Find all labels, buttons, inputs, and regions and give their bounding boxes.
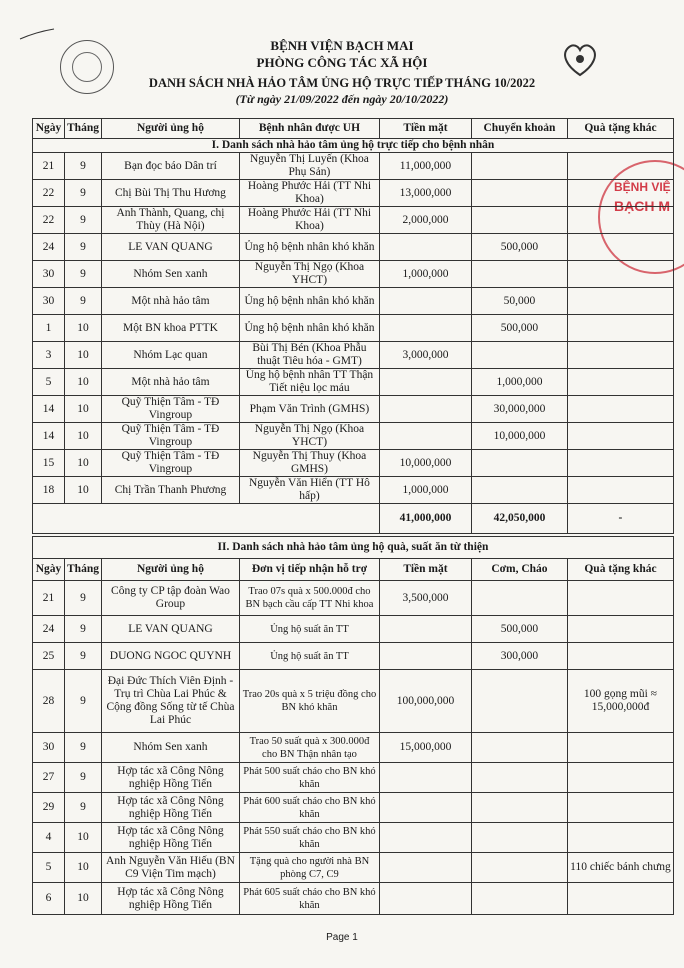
cell-ngay: 21 [33,153,65,180]
cell-chuyen-khoan: 500,000 [471,234,567,261]
cell-thang: 10 [65,450,102,477]
cell-qua [567,581,673,616]
col2-header-don-vi: Đơn vị tiếp nhận hỗ trợ [239,559,379,581]
table-row [33,342,674,369]
cell-tien-mat: 100,000,000 [379,670,471,733]
table-row [33,153,674,180]
cell-don-vi: Phát 605 suất cháo cho BN khó khăn [239,883,379,915]
document-title: DANH SÁCH NHÀ HẢO TÂM ỦNG HỘ TRỰC TIẾP THÁNG 10/2022 [148,76,536,90]
cell-ngay: 4 [33,823,65,853]
cell-thang: 10 [65,853,102,883]
table-row [33,423,674,450]
table-row [33,670,674,733]
cell-tien-mat: 3,500,000 [379,581,471,616]
cell-thang: 9 [65,261,102,288]
cell-don-vi: Trao 20s quà x 5 triệu đồng cho BN khó khăn [239,670,379,733]
table-row [33,763,674,793]
heart-hands-icon [560,40,600,80]
table1-header-row [33,119,674,139]
cell-benh-nhan: Ủng hộ bệnh nhân khó khăn [239,234,379,261]
document-subtitle: (Từ ngày 21/09/2022 đến ngày 20/10/2022) [235,92,449,106]
cell-nguoi: Hợp tác xã Công Nông nghiệp Hồng Tiến [101,823,239,853]
table-row [33,823,674,853]
cell-chuyen-khoan: 50,000 [471,288,567,315]
cell-qua: 110 chiếc bánh chưng [567,853,673,883]
table1-body [33,153,674,504]
table1-total-row [33,504,674,534]
cell-ngay: 15 [33,450,65,477]
cell-ngay: 3 [33,342,65,369]
cell-benh-nhan: Nguyễn Thị Luyến (Khoa Phụ Sản) [239,153,379,180]
cell-ngay: 1 [33,315,65,342]
cell-chuyen-khoan: 30,000,000 [471,396,567,423]
cell-ngay: 28 [33,670,65,733]
cell-benh-nhan: Nguyễn Thị Ngọ (Khoa YHCT) [239,261,379,288]
table-row [33,396,674,423]
department-name: PHÒNG CÔNG TÁC XÃ HỘI [256,55,428,70]
cell-benh-nhan: Bùi Thị Bén (Khoa Phẫu thuật Tiêu hóa - GMT) [239,342,379,369]
col2-header-com-chao: Cơm, Cháo [471,559,567,581]
hospital-seal-icon [60,40,114,94]
cell-ngay: 5 [33,853,65,883]
cell-com-chao [471,581,567,616]
col2-header-nguoi: Người ủng hộ [101,559,239,581]
cell-benh-nhan: Nguyễn Thị Thuy (Khoa GMHS) [239,450,379,477]
cell-thang: 10 [65,883,102,915]
table-row [33,853,674,883]
cell-nguoi: Anh Nguyễn Văn Hiếu (BN C9 Viện Tim mạch) [101,853,239,883]
section-title-1: I. Danh sách nhà hảo tâm ủng hộ trực tiếp cho bệnh nhân [33,139,674,153]
table-row [33,369,674,396]
cell-ngay: 18 [33,477,65,504]
cell-ngay: 25 [33,643,65,670]
table-row [33,207,674,234]
cell-qua [567,207,673,234]
total-tien-mat: 41,000,000 [379,504,471,534]
cell-qua [567,153,673,180]
cell-qua [567,763,673,793]
cell-nguoi: Quỹ Thiện Tâm - TĐ Vingroup [101,450,239,477]
cell-nguoi: Chị Trần Thanh Phương [101,477,239,504]
cell-don-vi: Phát 600 suất cháo cho BN khó khăn [239,793,379,823]
cell-thang: 9 [65,616,102,643]
hospital-name: BỆNH VIỆN BẠCH MAI [270,38,414,53]
cell-chuyen-khoan [471,450,567,477]
cell-ngay: 14 [33,423,65,450]
table-row [33,883,674,915]
cell-qua [567,396,673,423]
cell-benh-nhan: Nguyễn Thị Ngọ (Khoa YHCT) [239,423,379,450]
cell-thang: 9 [65,288,102,315]
cell-tien-mat [379,288,471,315]
table-row [33,450,674,477]
cell-qua [567,793,673,823]
cell-qua [567,423,673,450]
cell-tien-mat [379,423,471,450]
cell-thang: 10 [65,823,102,853]
cell-ngay: 21 [33,581,65,616]
cell-com-chao [471,853,567,883]
table-row [33,261,674,288]
cell-qua [567,643,673,670]
cell-thang: 9 [65,670,102,733]
cell-qua [567,369,673,396]
cell-thang: 9 [65,153,102,180]
cell-ngay: 30 [33,733,65,763]
cell-nguoi: Bạn đọc báo Dân trí [101,153,239,180]
cell-nguoi: Quỹ Thiện Tâm - TĐ Vingroup [101,423,239,450]
cell-qua [567,315,673,342]
cell-nguoi: Nhóm Lạc quan [101,342,239,369]
cell-nguoi: LE VAN QUANG [101,234,239,261]
cell-ngay: 29 [33,793,65,823]
table-row [33,581,674,616]
cell-chuyen-khoan [471,477,567,504]
cell-tien-mat [379,369,471,396]
pen-mark-icon [18,26,58,42]
cell-nguoi: Hợp tác xã Công Nông nghiệp Hồng Tiến [101,793,239,823]
cell-chuyen-khoan: 10,000,000 [471,423,567,450]
cell-tien-mat: 13,000,000 [379,180,471,207]
cell-tien-mat [379,763,471,793]
cell-qua [567,261,673,288]
cell-tien-mat: 2,000,000 [379,207,471,234]
cell-qua [567,883,673,915]
cell-thang: 9 [65,763,102,793]
cell-com-chao [471,670,567,733]
table-row [33,793,674,823]
cell-tien-mat [379,823,471,853]
cell-tien-mat: 1,000,000 [379,261,471,288]
cell-qua [567,234,673,261]
cell-thang: 10 [65,369,102,396]
table-row [33,477,674,504]
col-header-thang: Tháng [65,119,102,139]
cell-benh-nhan: Hoàng Phước Hải (TT Nhi Khoa) [239,207,379,234]
cell-thang: 9 [65,643,102,670]
col-header-tien-mat: Tiền mặt [379,119,471,139]
cell-com-chao [471,793,567,823]
col2-header-ngay: Ngày [33,559,65,581]
section-title-2: II. Danh sách nhà hảo tâm ủng hộ quà, suất ăn từ thiện [33,537,674,559]
cell-qua [567,823,673,853]
cell-ngay: 22 [33,180,65,207]
cell-thang: 10 [65,315,102,342]
col2-header-thang: Tháng [65,559,102,581]
cell-tien-mat [379,616,471,643]
cell-com-chao [471,823,567,853]
cell-nguoi: Chị Bùi Thị Thu Hương [101,180,239,207]
cell-nguoi: Một nhà hảo tâm [101,288,239,315]
cell-tien-mat: 3,000,000 [379,342,471,369]
cell-thang: 10 [65,342,102,369]
cell-tien-mat: 15,000,000 [379,733,471,763]
cell-chuyen-khoan: 1,000,000 [471,369,567,396]
table-row [33,616,674,643]
cell-nguoi: Công ty CP tập đoàn Wao Group [101,581,239,616]
cell-qua [567,180,673,207]
cell-thang: 9 [65,793,102,823]
cell-don-vi: Ủng hộ suất ăn TT [239,616,379,643]
cell-com-chao [471,733,567,763]
cell-benh-nhan: Ủng hộ bệnh nhân khó khăn [239,315,379,342]
direct-donation-table [32,118,674,534]
cell-don-vi: Trao 07s quà x 500.000đ cho BN bạch cầu cấp TT Nhi khoa [239,581,379,616]
cell-don-vi: Ủng hộ suất ăn TT [239,643,379,670]
cell-chuyen-khoan [471,180,567,207]
cell-tien-mat [379,643,471,670]
cell-don-vi: Tặng quà cho người nhà BN phòng C7, C9 [239,853,379,883]
cell-ngay: 14 [33,396,65,423]
table-row [33,315,674,342]
cell-nguoi: Nhóm Sen xanh [101,261,239,288]
table-row [33,288,674,315]
cell-chuyen-khoan [471,261,567,288]
cell-ngay: 27 [33,763,65,793]
cell-thang: 9 [65,180,102,207]
cell-ngay: 30 [33,261,65,288]
col-header-qua: Quà tặng khác [567,119,673,139]
cell-chuyen-khoan [471,153,567,180]
cell-nguoi: Đại Đức Thích Viên Định - Trụ trì Chùa Lai Phúc & Cộng đồng Sống từ tế Chùa Lai Phúc [101,670,239,733]
cell-com-chao [471,883,567,915]
cell-don-vi: Phát 500 suất cháo cho BN khó khăn [239,763,379,793]
cell-thang: 9 [65,581,102,616]
cell-nguoi: Hợp tác xã Công Nông nghiệp Hồng Tiến [101,763,239,793]
table2-header-row [33,559,674,581]
cell-qua [567,342,673,369]
page-number: Page 1 [326,932,358,943]
cell-tien-mat: 1,000,000 [379,477,471,504]
cell-benh-nhan: Nguyễn Văn Hiển (TT Hô hấp) [239,477,379,504]
cell-thang: 10 [65,423,102,450]
cell-tien-mat: 10,000,000 [379,450,471,477]
cell-qua [567,288,673,315]
col-header-benh-nhan: Bệnh nhân được UH [239,119,379,139]
cell-chuyen-khoan [471,342,567,369]
table-row [33,180,674,207]
table2-body [33,581,674,915]
cell-thang: 9 [65,733,102,763]
cell-benh-nhan: Hoàng Phước Hải (TT Nhi Khoa) [239,180,379,207]
cell-ngay: 30 [33,288,65,315]
cell-ngay: 6 [33,883,65,915]
col-header-ngay: Ngày [33,119,65,139]
gift-donation-table [32,536,674,915]
col2-header-tien-mat: Tiền mặt [379,559,471,581]
cell-thang: 10 [65,477,102,504]
cell-nguoi: DUONG NGOC QUYNH [101,643,239,670]
total-chuyen-khoan: 42,050,000 [471,504,567,534]
stamp-line-1: BỆNH VIỆ [614,180,671,194]
col-header-chuyen-khoan: Chuyển khoản [471,119,567,139]
table-row [33,733,674,763]
cell-tien-mat: 11,000,000 [379,153,471,180]
stamp-line-2: BẠCH M [614,198,670,214]
cell-nguoi: Anh Thành, Quang, chị Thùy (Hà Nội) [101,207,239,234]
cell-tien-mat [379,234,471,261]
cell-thang: 9 [65,234,102,261]
cell-qua: 100 gọng mũi ≈ 15,000,000đ [567,670,673,733]
cell-ngay: 24 [33,616,65,643]
cell-nguoi: Một BN khoa PTTK [101,315,239,342]
cell-benh-nhan: Ủng hộ bệnh nhân TT Thận Tiết niệu lọc máu [239,369,379,396]
cell-qua [567,477,673,504]
cell-don-vi: Phát 550 suất cháo cho BN khó khăn [239,823,379,853]
cell-qua [567,733,673,763]
cell-chuyen-khoan: 500,000 [471,315,567,342]
cell-tien-mat [379,315,471,342]
cell-ngay: 22 [33,207,65,234]
table-row [33,234,674,261]
cell-nguoi: Một nhà hảo tâm [101,369,239,396]
cell-benh-nhan: Phạm Văn Trình (GMHS) [239,396,379,423]
cell-com-chao [471,763,567,793]
cell-com-chao: 300,000 [471,643,567,670]
cell-chuyen-khoan [471,207,567,234]
cell-ngay: 5 [33,369,65,396]
col-header-nguoi: Người ủng hộ [101,119,239,139]
cell-don-vi: Trao 50 suất quà x 300.000đ cho BN Thận nhân tạo [239,733,379,763]
cell-nguoi: Hợp tác xã Công Nông nghiệp Hồng Tiến [101,883,239,915]
cell-tien-mat [379,793,471,823]
cell-ngay: 24 [33,234,65,261]
cell-benh-nhan: Ủng hộ bệnh nhân khó khăn [239,288,379,315]
cell-tien-mat [379,883,471,915]
cell-tien-mat [379,853,471,883]
cell-thang: 10 [65,396,102,423]
cell-com-chao: 500,000 [471,616,567,643]
cell-tien-mat [379,396,471,423]
cell-nguoi: Quỹ Thiện Tâm - TĐ Vingroup [101,396,239,423]
cell-qua [567,450,673,477]
cell-nguoi: LE VAN QUANG [101,616,239,643]
cell-qua [567,616,673,643]
table-row [33,643,674,670]
cell-thang: 9 [65,207,102,234]
cell-nguoi: Nhóm Sen xanh [101,733,239,763]
total-qua: - [567,504,673,534]
col2-header-qua: Quà tặng khác [567,559,673,581]
